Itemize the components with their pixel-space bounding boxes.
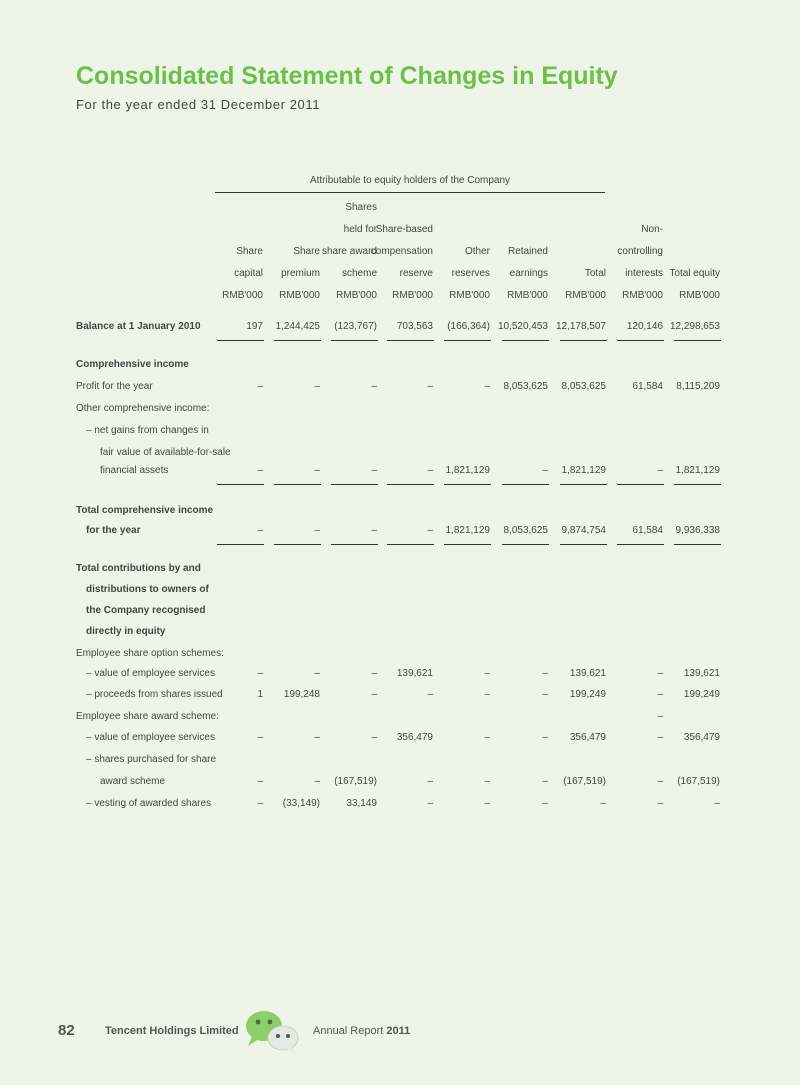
total-underline [617, 484, 664, 485]
row-label: directly in equity [86, 626, 166, 637]
row-label: fair value of available-for-sale [100, 447, 231, 458]
table-cell: – [427, 381, 433, 392]
total-underline [274, 340, 321, 341]
column-header-line: RMB'000 [679, 290, 720, 301]
table-cell: – [314, 668, 320, 679]
table-cell: (123,767) [334, 321, 377, 332]
table-cell: 120,146 [626, 321, 663, 332]
column-header-line: RMB'000 [507, 290, 548, 301]
table-cell: – [484, 689, 490, 700]
total-underline [444, 544, 491, 545]
row-label: distributions to owners of [86, 584, 209, 595]
row-label: – net gains from changes in [86, 425, 209, 436]
total-underline [387, 484, 434, 485]
total-underline [502, 544, 549, 545]
table-cell: – [657, 776, 663, 787]
table-cell: (166,364) [447, 321, 490, 332]
row-label: award scheme [100, 776, 166, 787]
table-cell: 139,621 [396, 668, 433, 679]
report-title [313, 1025, 410, 1037]
table-cell: – [371, 689, 377, 700]
table-cell: (33,149) [282, 798, 320, 809]
table-cell: – [542, 776, 548, 787]
row-label: Balance at 1 January 2010 [76, 321, 201, 332]
table-cell: – [542, 689, 548, 700]
table-cell: (167,519) [677, 776, 720, 787]
page-number: 82 [58, 1022, 75, 1039]
table-cell: 1,821,129 [445, 465, 490, 476]
column-header-line: Share [236, 246, 263, 257]
column-header-line: held for [343, 224, 377, 235]
total-underline [274, 484, 321, 485]
table-cell: – [314, 776, 320, 787]
table-cell: 1,821,129 [675, 465, 720, 476]
table-cell: – [257, 525, 263, 536]
table-cell: – [371, 465, 377, 476]
column-header-line: RMB'000 [222, 290, 263, 301]
total-underline [560, 340, 607, 341]
group-header-rule [215, 192, 605, 193]
table-cell: 197 [246, 321, 263, 332]
column-header-line: Other [464, 246, 490, 257]
table-cell: – [484, 381, 490, 392]
table-cell: – [484, 732, 490, 743]
table-cell: 10,520,453 [497, 321, 548, 332]
total-underline [444, 340, 491, 341]
page-subtitle: For the year ended 31 December 2011 [76, 97, 321, 112]
report-year: 2011 [386, 1025, 411, 1037]
row-label: Comprehensive income [76, 359, 189, 370]
table-cell: 12,298,653 [669, 321, 720, 332]
column-header-line: reserves [451, 268, 490, 279]
table-cell: – [484, 776, 490, 787]
table-cell: – [657, 732, 663, 743]
column-header-line: scheme [341, 268, 377, 279]
column-header-line: capital [234, 268, 263, 279]
table-cell: 1,244,425 [275, 321, 320, 332]
table-cell: 8,053,625 [503, 525, 548, 536]
column-header-line: Share-based [375, 224, 433, 235]
row-label: the Company recognised [86, 605, 206, 616]
group-header: Attributable to equity holders of the Company [309, 175, 511, 186]
row-label: – value of employee services [86, 668, 215, 679]
total-underline [274, 544, 321, 545]
table-cell: 1,821,129 [561, 465, 606, 476]
table-cell: 9,874,754 [561, 525, 606, 536]
total-underline [444, 484, 491, 485]
total-underline [331, 340, 378, 341]
total-underline [502, 484, 549, 485]
report-label: Annual Report [313, 1025, 384, 1037]
table-cell: – [542, 732, 548, 743]
table-cell: 356,479 [396, 732, 433, 743]
table-cell: – [600, 798, 606, 809]
table-cell: 61,584 [632, 381, 663, 392]
table-cell: 9,936,338 [675, 525, 720, 536]
table-cell: – [257, 798, 263, 809]
table-cell: – [371, 668, 377, 679]
column-header-line: Total [584, 268, 606, 279]
table-cell: – [314, 465, 320, 476]
table-cell: – [257, 732, 263, 743]
row-label: Employee share option schemes: [76, 648, 224, 659]
total-underline [502, 340, 549, 341]
column-header-line: RMB'000 [449, 290, 490, 301]
table-cell: – [371, 525, 377, 536]
page-title: Consolidated Statement of Changes in Equity [76, 62, 618, 90]
table-cell: 703,563 [396, 321, 433, 332]
row-label: for the year [86, 525, 141, 536]
row-label: – vesting of awarded shares [86, 798, 212, 809]
table-cell: 61,584 [632, 525, 663, 536]
column-header-line: controlling [617, 246, 663, 257]
table-cell: – [371, 381, 377, 392]
row-label: – proceeds from shares issued [86, 689, 223, 700]
total-underline [560, 484, 607, 485]
table-cell: 199,249 [569, 689, 606, 700]
total-underline [560, 544, 607, 545]
table-cell: – [657, 689, 663, 700]
total-underline [331, 544, 378, 545]
table-cell: – [484, 668, 490, 679]
table-cell: – [257, 776, 263, 787]
table-cell: 1 [257, 689, 263, 700]
table-cell: – [257, 668, 263, 679]
row-label: – shares purchased for share [86, 754, 217, 765]
column-header-line: Total equity [669, 268, 720, 279]
column-header-line: Retained [507, 246, 548, 257]
table-cell: – [314, 381, 320, 392]
table-cell: – [714, 798, 720, 809]
column-header-line: premium [281, 268, 320, 279]
column-header-line: RMB'000 [565, 290, 606, 301]
table-cell: – [484, 798, 490, 809]
row-label: Profit for the year [76, 381, 153, 392]
column-header-line: interests [625, 268, 663, 279]
table-cell: – [657, 711, 663, 722]
total-underline [387, 340, 434, 341]
table-cell: – [542, 465, 548, 476]
column-header-line: Share [293, 246, 320, 257]
row-label: Total comprehensive income [76, 505, 214, 516]
table-cell: – [371, 732, 377, 743]
column-header-line: RMB'000 [279, 290, 320, 301]
total-underline [674, 544, 721, 545]
table-cell: 356,479 [569, 732, 606, 743]
column-header-line: RMB'000 [392, 290, 433, 301]
column-header-line: reserve [399, 268, 433, 279]
column-header-line: share award [321, 246, 377, 257]
row-label: Other comprehensive income: [76, 403, 210, 414]
table-cell: 199,249 [683, 689, 720, 700]
column-header-line: Shares [345, 202, 377, 213]
table-cell: – [314, 525, 320, 536]
total-underline [674, 484, 721, 485]
column-header-line: Non- [641, 224, 663, 235]
total-underline [674, 340, 721, 341]
table-cell: (167,519) [334, 776, 377, 787]
table-cell: 1,821,129 [445, 525, 490, 536]
column-header-line: compensation [370, 246, 433, 257]
company-name: Tencent Holdings Limited [105, 1025, 239, 1037]
total-underline [387, 544, 434, 545]
table-cell: – [427, 776, 433, 787]
table-cell: – [657, 668, 663, 679]
row-label: – value of employee services [86, 732, 215, 743]
table-cell: – [542, 668, 548, 679]
table-cell: 12,178,507 [555, 321, 606, 332]
row-label: financial assets [100, 465, 169, 476]
wechat-logo-icon [242, 1006, 304, 1056]
table-cell: – [427, 689, 433, 700]
table-cell: – [427, 465, 433, 476]
table-cell: 8,053,625 [503, 381, 548, 392]
row-label: Employee share award scheme: [76, 711, 219, 722]
table-cell: 199,248 [283, 689, 320, 700]
table-cell: 356,479 [683, 732, 720, 743]
row-label: Total contributions by and [76, 563, 201, 574]
table-cell: 33,149 [346, 798, 377, 809]
table-cell: – [257, 381, 263, 392]
total-underline [331, 484, 378, 485]
table-cell: – [257, 465, 263, 476]
table-cell: – [427, 798, 433, 809]
total-underline [217, 544, 264, 545]
column-header-line: RMB'000 [336, 290, 377, 301]
table-cell: – [542, 798, 548, 809]
table-cell: 8,053,625 [561, 381, 606, 392]
table-cell: 8,115,209 [676, 381, 720, 392]
total-underline [617, 544, 664, 545]
table-cell: – [314, 732, 320, 743]
table-cell: – [657, 465, 663, 476]
column-header-line: RMB'000 [622, 290, 663, 301]
table-cell: – [427, 525, 433, 536]
total-underline [217, 340, 264, 341]
table-cell: 139,621 [569, 668, 606, 679]
table-cell: (167,519) [563, 776, 606, 787]
table-cell: – [657, 798, 663, 809]
total-underline [217, 484, 264, 485]
table-cell: 139,621 [683, 668, 720, 679]
total-underline [617, 340, 664, 341]
column-header-line: earnings [509, 268, 548, 279]
